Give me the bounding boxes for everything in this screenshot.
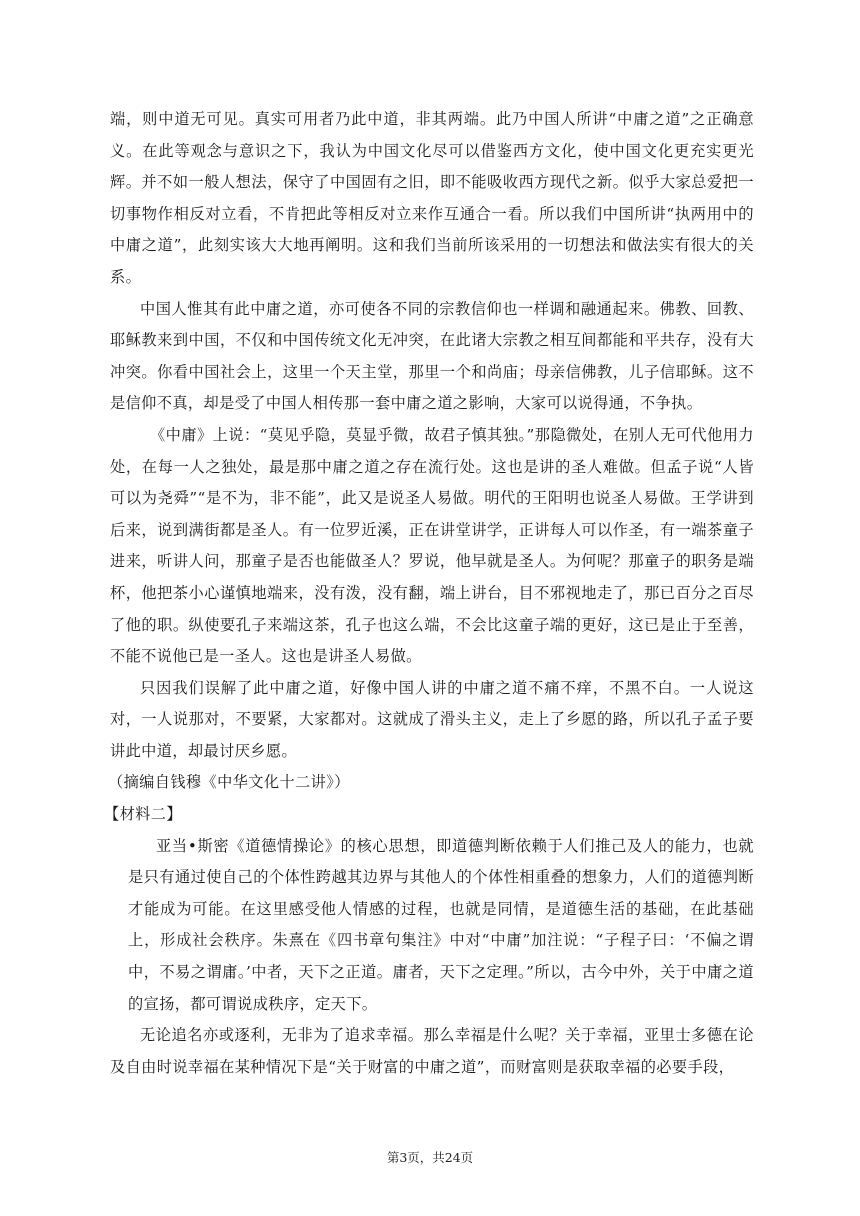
paragraph: 亚当•斯密《道德情操论》的核心思想，即道德判断依赖于人们推己及人的能力，也就是只有通过使自己的个体性跨越其边界与其他人的个体性相重叠的想象力，人们的道德判断才能成为可能。在这里感受他人情感的过程，也就是同情，是道德生活的基础，在此基础上，形成社会秩序。朱熹在《四书章句集注》中对“中庸”加注说：“子程子曰：‘不偏之谓中，不易之谓庸。’中者，天下之正道。庸者，天下之定理。”所以，古今中外，关于中庸之道的宣扬，都可谓说成秩序，定天下。: [128, 836, 754, 1013]
document-body: [104, 104, 754, 1083]
section-heading: 【材料二】: [104, 805, 182, 824]
paragraph: 端，则中道无可见。真实可用者乃此中道，非其两端。此乃中国人所讲“中庸之道”之正确意义。在此等观念与意识之下，我认为中国文化尽可以借鉴西方文化，使中国文化更充实更光辉。并不如一般人想法，保守了中国固有之旧，即不能吸收西方现代之新。似乎大家总爱把一切事物作相反对立看，不肯把此等相反对立来作互通合一看。所以我们中国所讲“执两用中的中庸之道”，此刻实该大大地再阐明。这和我们当前所该采用的一切想法和做法实有很大的关系。: [110, 110, 754, 286]
material-two-block: [110, 831, 754, 1021]
paragraph: 《中庸》上说：“莫见乎隐，莫显乎微，故君子慎其独。”那隐微处，在别人无可代他用力处，在每一人之独处，最是那中庸之道之存在流行处。这也是讲的圣人难做。但孟子说“人皆可以为尧舜”“是不为，非不能”，此又是说圣人易做。明代的王阳明也说圣人易做。王学讲到后来，说到满街都是圣人。有一位罗近溪，正在讲堂讲学，正讲每人可以作圣，有一端茶童子进来，听讲人问，那童子是否也能做圣人？罗说，他早就是圣人。为何呢？那童子的职务是端杯，他把茶小心谨慎地端来，没有泼，没有翻，端上讲台，目不邪视地走了，那已百分之百尽了他的职。纵使要孔子来端这茶，孔子也这么端，不会比这童子端的更好，这已是止于至善，不能不说他已是一圣人。这也是讲圣人易做。: [110, 425, 754, 666]
paragraph: 中国人惟其有此中庸之道，亦可使各不同的宗教信仰也一样调和融通起来。佛教、回教、耶稣教来到中国，不仅和中国传统文化无冲突，在此诸大宗教之相互间都能和平共存，没有大冲突。你看中国社会上，这里一个天主堂，那里一个和尚庙；母亲信佛教，儿子信耶稣。这不是信仰不真，却是受了中国人相传那一套中庸之道之影响，大家可以说得通，不争执。: [110, 299, 754, 413]
paragraph: 只因我们误解了此中庸之道，好像中国人讲的中庸之道不痛不痒，不黑不白。一人说这对，一人说那对，不要紧，大家都对。这就成了滑头主义，走上了乡愿的路，所以孔子孟子要讲此中道，却最讨厌乡愿。: [110, 678, 754, 760]
paragraph: 无论追名亦或逐利，无非为了追求幸福。那么幸福是什么呢？关于幸福，亚里士多德在论及自由时说幸福在某种情况下是“关于财富的中庸之道”，而财富则是获取幸福的必要手段，: [110, 1026, 754, 1076]
source-citation: （摘编自钱穆《中华文化十二讲》）: [108, 773, 350, 792]
page-footer: 第3页，共24页: [386, 1150, 474, 1165]
